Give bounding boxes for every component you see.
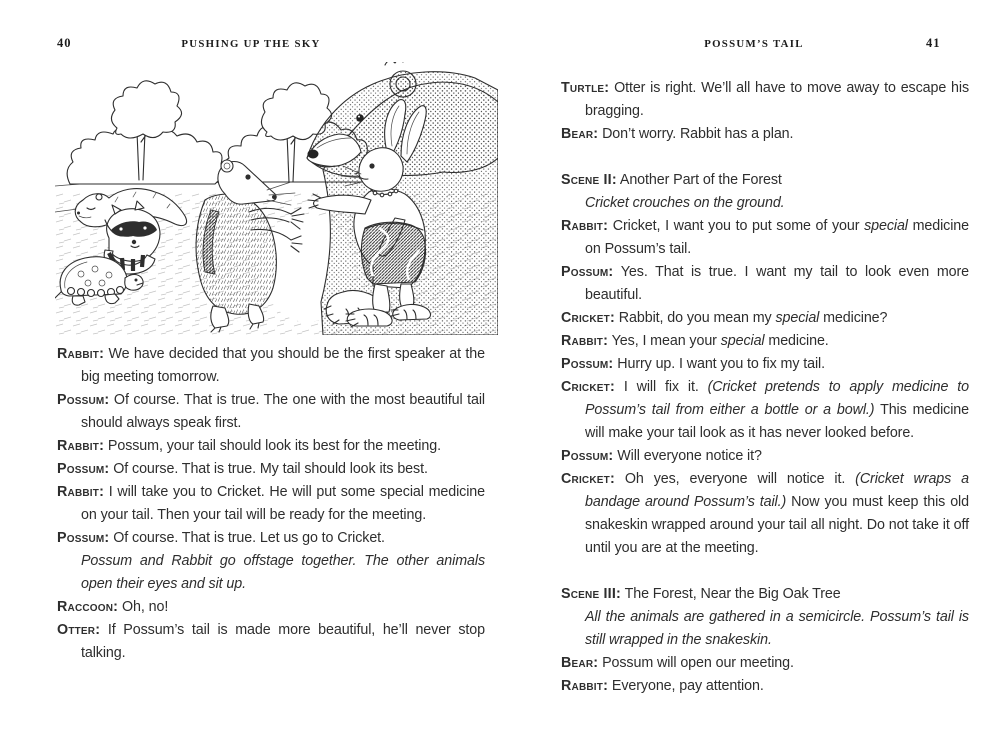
- rabbit-eye: [369, 163, 374, 168]
- speaker-label: Turtle:: [561, 80, 610, 96]
- scene-label: Scene III:: [561, 586, 621, 602]
- dialogue-text: Yes. That is true. I want my tail to look even more beautiful.: [585, 264, 969, 303]
- speaker-label: Possum:: [561, 264, 614, 280]
- dialogue-text: Don’t worry. Rabbit has a plan.: [602, 126, 794, 142]
- dialogue-text: Oh yes, everyone will notice it.: [624, 471, 856, 487]
- speaker-label: Possum:: [561, 448, 614, 464]
- speaker-label: Otter:: [57, 622, 101, 638]
- dialogue-text: Possum will open our meeting.: [602, 655, 794, 671]
- dialogue-line: [561, 675, 969, 698]
- dialogue-line: [561, 261, 969, 307]
- dialogue-line: [561, 468, 969, 560]
- stage-direction-text: (Cricket wraps a bandage around Possum’s tail.): [585, 471, 969, 510]
- dialogue-line: [561, 123, 969, 146]
- dialogue-text: medicine?: [819, 310, 888, 326]
- running-head-right: POSSUM’S TAIL: [704, 38, 804, 50]
- dialogue-text: Everyone, pay attention.: [611, 678, 764, 694]
- right-page-text: [561, 77, 969, 698]
- speaker-label: Cricket:: [561, 471, 615, 487]
- speaker-label: Bear:: [561, 655, 599, 671]
- dialogue-text: If Possum’s tail is made more beautiful, he’ll never stop talking.: [81, 622, 486, 661]
- dialogue-text: Now you must keep this old snakeskin wrapped around your tail all night. Do not take it off until you are at the meeting.: [585, 494, 969, 556]
- stage-direction-text: Possum and Rabbit go offstage together. The other animals open their eyes and sit up.: [81, 553, 485, 592]
- speaker-label: Possum:: [57, 530, 110, 546]
- stage-direction-text: Cricket crouches on the ground.: [585, 195, 785, 211]
- dialogue-line: [561, 77, 969, 123]
- speaker-label: Rabbit:: [561, 218, 609, 234]
- dialogue-line: [57, 619, 485, 665]
- speaker-label: Possum:: [57, 392, 110, 408]
- dialogue-line: [561, 376, 969, 445]
- dialogue-text: medicine.: [764, 333, 829, 349]
- dialogue-line: [561, 353, 969, 376]
- dialogue-line: [57, 481, 485, 527]
- dialogue-text: Of course. That is true. My tail should look its best.: [113, 461, 428, 477]
- blank-line: [561, 560, 969, 583]
- dialogue-text: I will take you to Cricket. He will put some special medicine on your tail. Then your tail will be ready for the meeting.: [81, 484, 485, 523]
- speaker-label: Rabbit:: [561, 333, 609, 349]
- dialogue-line: [561, 445, 969, 468]
- bear-eye: [356, 114, 364, 122]
- dialogue-text: Cricket, I want you to put some of your: [612, 218, 865, 234]
- dialogue-text: We have decided that you should be the first speaker at the big meeting tomorrow.: [81, 346, 486, 385]
- speaker-label: Rabbit:: [57, 346, 105, 362]
- dialogue-text: Rabbit, do you mean my: [618, 310, 776, 326]
- dialogue-line: [57, 527, 485, 550]
- speaker-label: Bear:: [561, 126, 599, 142]
- bear-nose: [308, 150, 319, 159]
- dialogue-text: Will everyone notice it?: [617, 448, 762, 464]
- dialogue-text: This medicine will make your tail look as it has never looked before.: [585, 402, 969, 441]
- page-number-right: 41: [926, 36, 941, 50]
- scene-label: Scene II:: [561, 172, 617, 188]
- speaker-label: Possum:: [57, 461, 110, 477]
- stage-direction-text: special: [864, 218, 908, 234]
- page-number-left: 40: [57, 36, 72, 50]
- stage-direction-text: special: [775, 310, 820, 326]
- speaker-label: Rabbit:: [57, 484, 105, 500]
- possum-eye: [245, 174, 250, 179]
- rabbit-head: [359, 148, 403, 192]
- dialogue-text: Of course. That is true. Let us go to Cricket.: [113, 530, 385, 546]
- illustration: [55, 62, 498, 335]
- dialogue-text: Yes, I mean your: [611, 333, 721, 349]
- speaker-label: Cricket:: [561, 379, 615, 395]
- bear-ear: [390, 71, 416, 97]
- dialogue-text: Of course. That is true. The one with the most beautiful tail should always speak first.: [81, 392, 485, 431]
- speaker-label: Rabbit:: [561, 678, 609, 694]
- dialogue-line: [561, 330, 969, 353]
- left-page-text: [57, 343, 485, 665]
- stage-direction-text: special: [720, 333, 765, 349]
- dialogue-line: [57, 596, 485, 619]
- dialogue-line: [561, 652, 969, 675]
- stage-direction-text: All the animals are gathered in a semicircle. Possum’s tail is still wrapped in the snakeskin.: [585, 609, 969, 648]
- speaker-label: Cricket:: [561, 310, 615, 326]
- dialogue-text: I will fix it.: [623, 379, 708, 395]
- dialogue-text: medicine on Possum’s tail.: [585, 218, 970, 257]
- scene-title: Another Part of the Forest: [619, 172, 782, 188]
- stage-direction: [561, 606, 969, 652]
- dialogue-text: Possum, your tail should look its best for the meeting.: [107, 438, 441, 454]
- dialogue-line: [57, 389, 485, 435]
- blank-line: [561, 146, 969, 169]
- dialogue-line: [561, 307, 969, 330]
- dialogue-line: [57, 458, 485, 481]
- stage-direction-text: (Cricket pretends to apply medicine to Possum’s tail from either a bottle or a bowl.): [585, 379, 970, 418]
- dialogue-text: Hurry up. I want you to fix my tail.: [617, 356, 825, 372]
- scene-heading: [561, 583, 969, 606]
- running-head-left: PUSHING UP THE SKY: [181, 38, 321, 50]
- speaker-label: Rabbit:: [57, 438, 105, 454]
- speaker-label: Raccoon:: [57, 599, 119, 615]
- dialogue-line: [57, 343, 485, 389]
- scene-heading: [561, 169, 969, 192]
- dialogue-text: Oh, no!: [122, 599, 169, 615]
- dialogue-line: [561, 215, 969, 261]
- dialogue-text: Otter is right. We’ll all have to move away to escape his bragging.: [585, 80, 969, 119]
- dialogue-line: [57, 435, 485, 458]
- speaker-label: Possum:: [561, 356, 614, 372]
- stage-direction: [57, 550, 485, 596]
- stage-direction: [561, 192, 969, 215]
- scene-title: The Forest, Near the Big Oak Tree: [624, 586, 841, 602]
